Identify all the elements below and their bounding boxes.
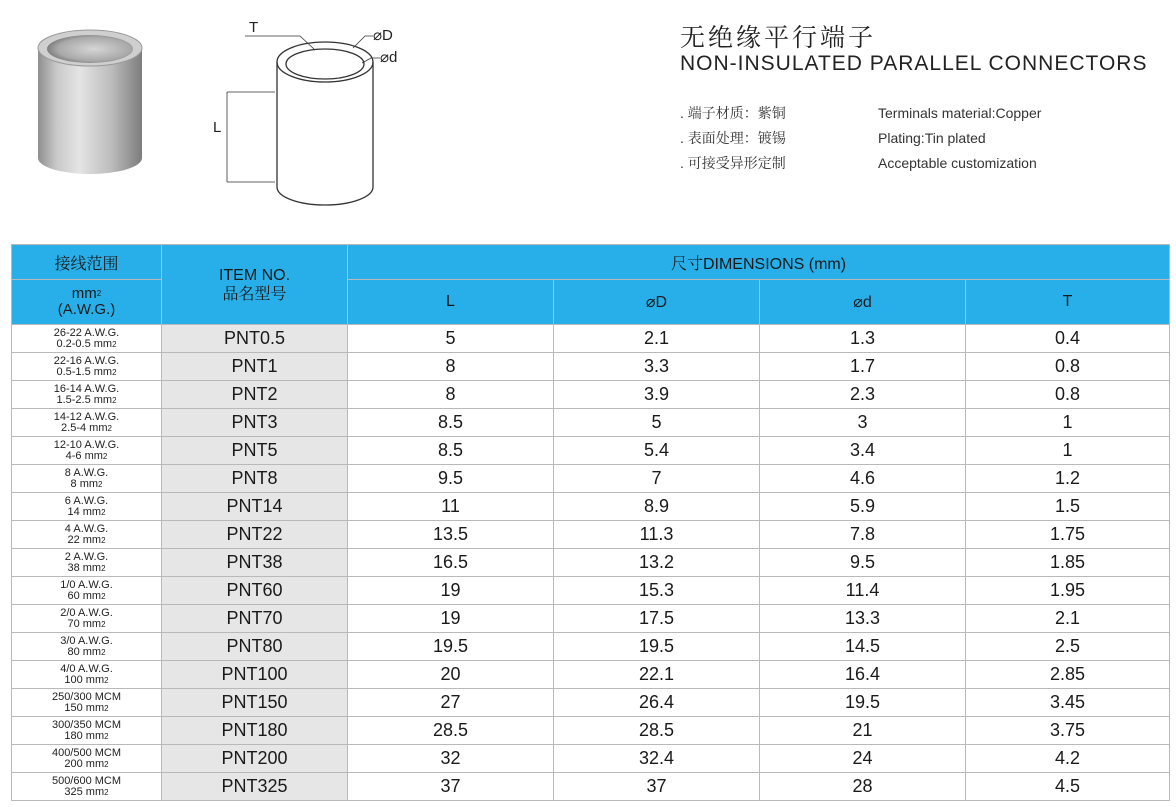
header-awg-unit: mm: [71, 285, 97, 302]
cell-T: 4.5: [966, 773, 1170, 801]
cell-T: 2.5: [966, 633, 1170, 661]
cell-d: 4.6: [760, 465, 966, 493]
cell-wire-range: [12, 549, 162, 577]
cell-item-no: PNT38: [162, 549, 348, 577]
cell-L: 11: [348, 493, 554, 521]
cell-L: 27: [348, 689, 554, 717]
cell-mm-sup: 2: [107, 423, 112, 433]
cell-T: 3.75: [966, 717, 1170, 745]
cell-T: 1.2: [966, 465, 1170, 493]
cell-D: 2.1: [554, 325, 760, 353]
cell-mm-sup: 2: [101, 647, 106, 657]
cell-mm-sup: 2: [101, 535, 106, 545]
table-row: [12, 381, 1170, 409]
header-col-T: T: [966, 280, 1170, 325]
cell-D: 11.3: [554, 521, 760, 549]
table-row: [12, 745, 1170, 773]
cell-mm: 8 mm: [70, 477, 99, 490]
cell-d: 2.3: [760, 381, 966, 409]
cell-d: 19.5: [760, 689, 966, 717]
cell-L: 28.5: [348, 717, 554, 745]
cell-d: 14.5: [760, 633, 966, 661]
cell-L: 8: [348, 381, 554, 409]
cell-awg: 2/0 A.W.G.: [60, 606, 113, 619]
cell-d: 7.8: [760, 521, 966, 549]
cell-T: 2.85: [966, 661, 1170, 689]
spec-item: [680, 125, 1160, 150]
cell-mm-sup: 2: [112, 367, 117, 377]
cell-wire-range: [12, 521, 162, 549]
cell-T: 0.8: [966, 381, 1170, 409]
cell-awg: 26-22 A.W.G.: [53, 326, 120, 339]
header-col-D: ⌀D: [554, 280, 760, 325]
cell-wire-range: [12, 689, 162, 717]
cell-item-no: PNT2: [162, 381, 348, 409]
cell-wire-range: [12, 577, 162, 605]
cell-T: 0.8: [966, 353, 1170, 381]
label-T: T: [249, 19, 259, 36]
cell-mm-sup: 2: [101, 563, 106, 573]
cell-mm-sup: 2: [104, 703, 109, 713]
cell-L: 19: [348, 577, 554, 605]
cell-mm-sup: 2: [104, 787, 109, 797]
cell-T: 2.1: [966, 605, 1170, 633]
cell-wire-range: [12, 353, 162, 381]
cell-d: 28: [760, 773, 966, 801]
cell-mm: 60 mm: [67, 589, 102, 602]
cell-mm: 38 mm: [67, 561, 102, 574]
cell-wire-range: [12, 325, 162, 353]
cell-mm-sup: 2: [104, 731, 109, 741]
cell-d: 16.4: [760, 661, 966, 689]
cell-L: 20: [348, 661, 554, 689]
cell-T: 1.85: [966, 549, 1170, 577]
spec-item: [680, 100, 1160, 125]
cell-L: 8: [348, 353, 554, 381]
cell-mm: 4-6 mm: [65, 449, 103, 462]
page-title-english: NON-INSULATED PARALLEL CONNECTORS: [680, 52, 1148, 75]
spec-label-en: Acceptable customization: [878, 154, 1037, 171]
table-row: [12, 661, 1170, 689]
cell-D: 5: [554, 409, 760, 437]
table-row: [12, 353, 1170, 381]
cell-d: 24: [760, 745, 966, 773]
cell-item-no: PNT60: [162, 577, 348, 605]
table-row: [12, 773, 1170, 801]
header-col-d: ⌀d: [760, 280, 966, 325]
cell-mm-sup: 2: [112, 339, 117, 349]
table-row: [12, 437, 1170, 465]
cell-mm: 200 mm: [64, 757, 105, 770]
table-row: [12, 409, 1170, 437]
cell-mm: 325 mm: [64, 785, 105, 798]
cell-T: 1: [966, 409, 1170, 437]
cell-D: 7: [554, 465, 760, 493]
cell-d: 3.4: [760, 437, 966, 465]
cell-item-no: PNT180: [162, 717, 348, 745]
cell-D: 15.3: [554, 577, 760, 605]
cell-D: 17.5: [554, 605, 760, 633]
cell-mm-sup: 2: [112, 395, 117, 405]
cell-mm: 22 mm: [67, 533, 102, 546]
spec-label-cn: . 可接受异形定制: [680, 154, 786, 171]
cell-d: 1.7: [760, 353, 966, 381]
table-row: [12, 577, 1170, 605]
cell-wire-range: [12, 633, 162, 661]
cell-awg: 12-10 A.W.G.: [53, 438, 120, 451]
cell-wire-range: [12, 773, 162, 801]
spec-list: [680, 100, 1160, 175]
cell-D: 3.9: [554, 381, 760, 409]
cell-wire-range: [12, 493, 162, 521]
cell-D: 19.5: [554, 633, 760, 661]
spec-item: [680, 150, 1160, 175]
cell-T: 1.75: [966, 521, 1170, 549]
cell-awg: 4 A.W.G.: [64, 522, 109, 535]
cell-mm: 150 mm: [64, 701, 105, 714]
cell-awg: 4/0 A.W.G.: [60, 662, 113, 675]
cell-mm-sup: 2: [101, 619, 106, 629]
cell-item-no: PNT0.5: [162, 325, 348, 353]
table-row: [12, 689, 1170, 717]
cell-D: 13.2: [554, 549, 760, 577]
cell-d: 5.9: [760, 493, 966, 521]
cell-awg: 300/350 MCM: [51, 718, 122, 731]
cell-mm: 2.5-4 mm: [61, 421, 108, 434]
cell-L: 32: [348, 745, 554, 773]
table-row: [12, 549, 1170, 577]
cell-awg: 3/0 A.W.G.: [60, 634, 113, 647]
header-awg: [12, 280, 162, 325]
table-row: [12, 717, 1170, 745]
cell-awg: 1/0 A.W.G.: [60, 578, 113, 591]
cell-mm: 180 mm: [64, 729, 105, 742]
cell-T: 4.2: [966, 745, 1170, 773]
cell-mm: 70 mm: [67, 617, 102, 630]
cell-D: 26.4: [554, 689, 760, 717]
cell-mm: 0.5-1.5 mm: [56, 365, 113, 378]
cell-wire-range: [12, 437, 162, 465]
cell-awg: 6 A.W.G.: [64, 494, 109, 507]
cell-mm: 100 mm: [64, 673, 105, 686]
cell-d: 11.4: [760, 577, 966, 605]
cell-T: 3.45: [966, 689, 1170, 717]
cell-mm-sup: 2: [104, 675, 109, 685]
cell-wire-range: [12, 661, 162, 689]
cell-L: 19: [348, 605, 554, 633]
cell-awg: 250/300 MCM: [51, 690, 122, 703]
cell-mm-sup: 2: [98, 479, 103, 489]
table-row: [12, 493, 1170, 521]
cell-D: 37: [554, 773, 760, 801]
cell-item-no: PNT70: [162, 605, 348, 633]
cell-d: 3: [760, 409, 966, 437]
cell-item-no: PNT150: [162, 689, 348, 717]
cell-L: 8.5: [348, 409, 554, 437]
label-outer-diameter: ⌀D: [373, 27, 393, 44]
cell-L: 9.5: [348, 465, 554, 493]
label-length: L: [213, 119, 222, 136]
cell-D: 3.3: [554, 353, 760, 381]
cell-mm-sup: 2: [102, 451, 108, 461]
cell-awg: 2 A.W.G.: [64, 550, 109, 563]
cell-wire-range: [12, 409, 162, 437]
cell-item-no: PNT5: [162, 437, 348, 465]
cell-d: 21: [760, 717, 966, 745]
page-title-chinese: 无绝缘平行端子: [680, 24, 877, 52]
header-awg-sup: 2: [96, 289, 102, 298]
cell-item-no: PNT14: [162, 493, 348, 521]
cell-d: 1.3: [760, 325, 966, 353]
cell-wire-range: [12, 745, 162, 773]
cell-D: 28.5: [554, 717, 760, 745]
cell-item-no: PNT22: [162, 521, 348, 549]
spec-label-cn: . 表面处理：镀锡: [680, 129, 786, 146]
cell-item-no: PNT100: [162, 661, 348, 689]
spec-label-en: Terminals material:Copper: [878, 104, 1042, 121]
cell-mm: 14 mm: [67, 505, 102, 518]
cell-d: 9.5: [760, 549, 966, 577]
cell-awg: 500/600 MCM: [51, 774, 122, 787]
cell-D: 32.4: [554, 745, 760, 773]
cell-T: 1.95: [966, 577, 1170, 605]
cell-item-no: PNT1: [162, 353, 348, 381]
cell-mm: 80 mm: [67, 645, 102, 658]
cell-wire-range: [12, 605, 162, 633]
cell-D: 22.1: [554, 661, 760, 689]
cell-L: 5: [348, 325, 554, 353]
cell-D: 8.9: [554, 493, 760, 521]
cell-mm-sup: 2: [101, 507, 106, 517]
cell-wire-range: [12, 465, 162, 493]
cell-mm-sup: 2: [104, 759, 109, 769]
cell-awg: 8 A.W.G.: [64, 466, 109, 479]
table-row: [12, 633, 1170, 661]
cell-awg: 14-12 A.W.G.: [53, 410, 120, 423]
cell-awg: 16-14 A.W.G.: [53, 382, 120, 395]
spec-label-cn: . 端子材质：紫铜: [680, 104, 786, 121]
dimensions-table: [11, 244, 1170, 801]
cell-L: 8.5: [348, 437, 554, 465]
header-wire-range: 接线范围: [12, 245, 162, 280]
header-item-no: [162, 245, 348, 325]
spec-label-en: Plating:Tin plated: [878, 129, 986, 146]
cell-D: 5.4: [554, 437, 760, 465]
cell-wire-range: [12, 717, 162, 745]
cell-T: 0.4: [966, 325, 1170, 353]
cell-T: 1: [966, 437, 1170, 465]
cell-item-no: PNT3: [162, 409, 348, 437]
cell-awg: 22-16 A.W.G.: [53, 354, 120, 367]
cell-L: 37: [348, 773, 554, 801]
cell-mm-sup: 2: [101, 591, 106, 601]
cell-item-no: PNT325: [162, 773, 348, 801]
cell-mm: 1.5-2.5 mm: [56, 393, 113, 406]
cell-item-no: PNT8: [162, 465, 348, 493]
table-body: [12, 325, 1170, 801]
dimension-diagram: [205, 10, 435, 210]
cell-L: 16.5: [348, 549, 554, 577]
cell-d: 13.3: [760, 605, 966, 633]
table-row: [12, 465, 1170, 493]
cell-T: 1.5: [966, 493, 1170, 521]
cell-mm: 0.2-0.5 mm: [56, 337, 113, 350]
header-col-L: L: [348, 280, 554, 325]
cell-awg: 400/500 MCM: [51, 746, 122, 759]
header-awg-label: (A.W.G.): [57, 301, 116, 318]
cell-wire-range: [12, 381, 162, 409]
header-dimensions: 尺寸DIMENSIONS (mm): [348, 245, 1170, 280]
cell-L: 13.5: [348, 521, 554, 549]
table-row: [12, 605, 1170, 633]
header-item-cn: 品名型号: [222, 285, 287, 303]
table-row: [12, 325, 1170, 353]
cell-item-no: PNT80: [162, 633, 348, 661]
header-item-en: ITEM NO.: [218, 266, 291, 284]
label-inner-diameter: ⌀d: [380, 49, 398, 66]
cell-L: 19.5: [348, 633, 554, 661]
product-photo: [30, 20, 150, 180]
cell-item-no: PNT200: [162, 745, 348, 773]
table-row: [12, 521, 1170, 549]
